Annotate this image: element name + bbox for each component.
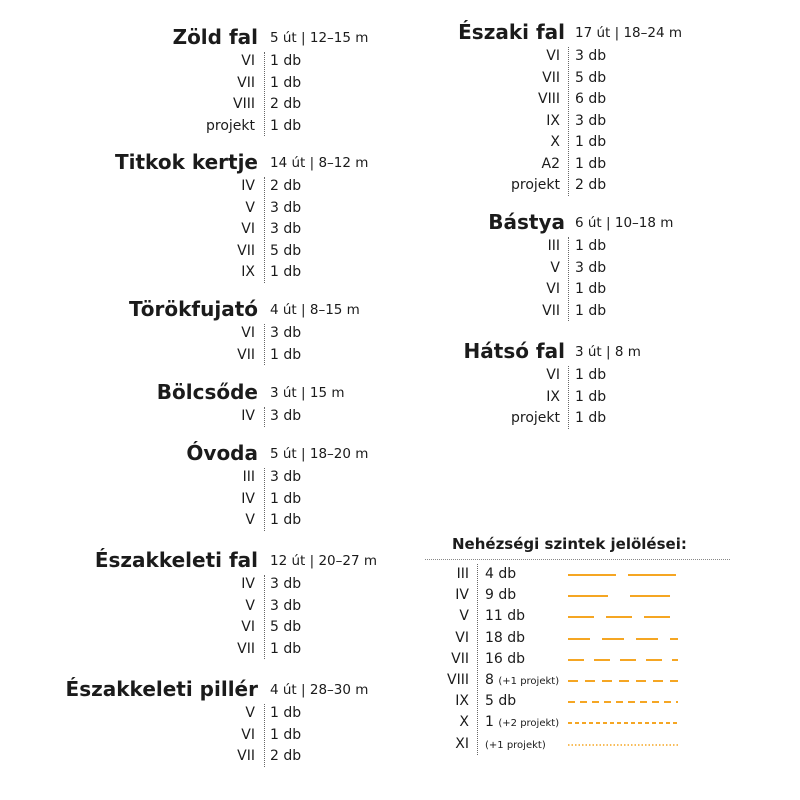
grade-count: 1 db xyxy=(270,512,302,528)
legend-count: 8 xyxy=(485,671,494,688)
legend-grade: VI xyxy=(455,629,469,646)
grade-label: V xyxy=(245,597,255,614)
grade-count: 5 db xyxy=(575,69,607,86)
legend-count: 1 xyxy=(485,714,494,731)
legend-count: 11 db xyxy=(485,608,526,625)
grade-row xyxy=(300,387,740,409)
grade-label: V xyxy=(245,512,255,528)
grade-row xyxy=(300,365,740,387)
sector-name: Északkeleti fal xyxy=(94,548,258,572)
grade-label: IV xyxy=(241,178,255,194)
grade-label: III xyxy=(242,469,255,485)
grade-count: 1 db xyxy=(270,53,302,69)
grade-label: IV xyxy=(241,490,255,507)
grade-count: 1 db xyxy=(270,490,302,507)
sector-ovoda xyxy=(0,440,420,532)
grade-count: 1 db xyxy=(575,238,607,254)
grade-label: projekt xyxy=(511,177,560,193)
grade-label: VII xyxy=(542,302,560,319)
grade-row xyxy=(300,279,740,301)
grade-row xyxy=(0,489,420,511)
grade-label: VII xyxy=(237,748,255,764)
grade-count: 3 db xyxy=(575,259,607,276)
sector-name: Óvoda xyxy=(186,441,258,465)
grade-label: VIII xyxy=(538,91,560,107)
legend-grade: IX xyxy=(455,693,469,710)
sector-meta: 3 út | 8 m xyxy=(575,344,641,360)
legend-row xyxy=(425,712,745,733)
grade-label: V xyxy=(245,199,255,216)
grade-count: 3 db xyxy=(270,597,302,614)
sector-meta: 5 út | 18–20 m xyxy=(270,446,369,462)
grade-count: 2 db xyxy=(270,748,302,764)
grade-label: IX xyxy=(546,388,560,405)
legend-note: (+1 projekt) xyxy=(498,675,560,687)
grade-label: VII xyxy=(542,69,560,86)
grade-row xyxy=(300,68,740,90)
grade-count: 1 db xyxy=(575,388,607,405)
legend-count: 18 db xyxy=(485,629,526,646)
grade-count: 1 db xyxy=(270,705,302,721)
grade-count: 1 db xyxy=(575,302,607,319)
grade-row xyxy=(300,89,740,111)
grade-row xyxy=(0,596,420,618)
grade-label: VI xyxy=(241,619,255,635)
legend-row xyxy=(425,585,745,606)
grade-label: IX xyxy=(546,112,560,129)
legend-count: 9 db xyxy=(485,587,517,604)
legend-note: (+1 projekt) xyxy=(485,739,546,751)
difficulty-legend xyxy=(425,535,745,755)
grade-count: 5 db xyxy=(270,619,302,635)
grade-count: 6 db xyxy=(575,91,607,107)
grade-label: VI xyxy=(241,726,255,743)
legend-line-sample xyxy=(568,722,678,724)
grade-row xyxy=(0,574,420,596)
grade-label: VII xyxy=(237,640,255,657)
legend-divider xyxy=(425,559,730,560)
grade-label: IX xyxy=(241,264,255,280)
legend-line-sample xyxy=(568,616,678,618)
legend-grade: IV xyxy=(455,587,469,604)
grade-label: VII xyxy=(237,74,255,91)
grade-label: IV xyxy=(241,408,255,424)
grade-label: VI xyxy=(546,48,560,64)
legend-grade: VII xyxy=(451,650,469,667)
sector-eszakkeleti-fal xyxy=(0,547,420,660)
legend-row xyxy=(425,628,745,649)
legend-line-sample xyxy=(568,574,678,576)
legend-line-sample xyxy=(568,638,678,640)
grade-count: 2 db xyxy=(270,96,302,112)
grade-row xyxy=(0,639,420,661)
legend-grade: III xyxy=(456,566,469,582)
sector-name: Északi fal xyxy=(458,20,565,44)
sector-meta: 5 út | 12–15 m xyxy=(270,30,369,46)
legend-line-sample xyxy=(568,659,678,661)
grade-label: V xyxy=(245,705,255,721)
grade-count: 2 db xyxy=(270,178,302,194)
legend-note: (+2 projekt) xyxy=(498,718,560,730)
legend-line-sample xyxy=(568,701,678,703)
grade-count: 3 db xyxy=(270,469,302,485)
legend-title: Nehézségi szintek jelölései: xyxy=(452,535,687,553)
grade-row xyxy=(0,746,420,768)
grade-label: VI xyxy=(241,53,255,69)
grade-row xyxy=(0,617,420,639)
legend-row xyxy=(425,564,745,585)
grade-label: IV xyxy=(241,576,255,592)
sector-name: Északkeleti pillér xyxy=(65,677,258,701)
legend-grade: XI xyxy=(455,735,469,752)
grade-count: 1 db xyxy=(270,346,302,363)
legend-count: 4 db xyxy=(485,566,517,582)
sector-name: Bástya xyxy=(488,210,565,234)
sector-meta: 4 út | 28–30 m xyxy=(270,682,369,698)
grade-label: VI xyxy=(546,367,560,383)
legend-line-sample xyxy=(568,744,678,746)
sector-bastya xyxy=(300,209,740,322)
sector-eszakkeleti-piller xyxy=(0,676,420,768)
grade-row xyxy=(0,510,420,532)
grade-row xyxy=(300,301,740,323)
grade-count: 3 db xyxy=(270,221,302,237)
sector-eszaki-fal xyxy=(300,19,740,197)
grade-label: V xyxy=(550,259,560,276)
grade-label: A2 xyxy=(541,155,560,172)
grade-count: 3 db xyxy=(270,408,302,424)
grade-row xyxy=(300,408,740,430)
sector-meta: 4 út | 8–15 m xyxy=(270,302,360,318)
grade-label: VII xyxy=(237,242,255,259)
grade-row xyxy=(300,154,740,176)
grade-count: 2 db xyxy=(575,177,607,193)
grade-row xyxy=(0,703,420,725)
sector-hatso-fal xyxy=(300,338,740,430)
legend-grade: VIII xyxy=(447,671,469,688)
sector-name: Hátsó fal xyxy=(463,339,565,363)
sector-name: Bölcsőde xyxy=(156,380,258,404)
legend-row xyxy=(425,606,745,627)
grade-label: III xyxy=(547,238,560,254)
legend-line-sample xyxy=(568,680,678,682)
legend-grade: V xyxy=(459,608,469,625)
grade-label: VII xyxy=(237,346,255,363)
grade-label: projekt xyxy=(206,117,255,134)
legend-count: 16 db xyxy=(485,650,526,667)
grade-count: 1 db xyxy=(575,367,607,383)
sector-name: Törökfujató xyxy=(128,297,258,321)
grade-label: X xyxy=(550,134,560,150)
legend-row xyxy=(425,691,745,712)
grade-row xyxy=(0,725,420,747)
sector-meta: 6 út | 10–18 m xyxy=(575,215,674,231)
sector-meta: 12 út | 20–27 m xyxy=(270,553,377,569)
sector-meta: 3 út | 15 m xyxy=(270,385,345,401)
grade-row xyxy=(300,175,740,197)
legend-row xyxy=(425,670,745,691)
grade-row xyxy=(300,236,740,258)
grade-count: 3 db xyxy=(270,325,302,341)
grade-count: 3 db xyxy=(575,48,607,64)
grade-count: 1 db xyxy=(575,410,607,426)
grade-label: VI xyxy=(241,221,255,237)
sector-name: Zöld fal xyxy=(172,25,258,49)
grade-label: VI xyxy=(241,325,255,341)
grade-count: 1 db xyxy=(270,640,302,657)
legend-grade: X xyxy=(459,714,469,731)
grade-count: 3 db xyxy=(575,112,607,129)
grade-label: projekt xyxy=(511,410,560,426)
grade-count: 3 db xyxy=(270,576,302,592)
sector-meta: 17 út | 18–24 m xyxy=(575,25,682,41)
legend-row xyxy=(425,734,745,755)
legend-line-sample xyxy=(568,595,678,597)
grade-row xyxy=(300,46,740,68)
grade-count: 1 db xyxy=(270,117,302,134)
grade-label: VIII xyxy=(233,96,255,112)
grade-count: 1 db xyxy=(270,726,302,743)
grade-count: 1 db xyxy=(575,134,607,150)
grade-row xyxy=(300,111,740,133)
grade-count: 3 db xyxy=(270,199,302,216)
grade-row xyxy=(300,132,740,154)
grade-row xyxy=(300,258,740,280)
legend-count: 5 db xyxy=(485,693,517,710)
legend-row xyxy=(425,649,745,670)
grade-count: 1 db xyxy=(575,281,607,297)
grade-count: 1 db xyxy=(575,155,607,172)
sector-meta: 14 út | 8–12 m xyxy=(270,155,369,171)
grade-label: VI xyxy=(546,281,560,297)
grade-count: 1 db xyxy=(270,264,302,280)
grade-row xyxy=(0,467,420,489)
grade-count: 1 db xyxy=(270,74,302,91)
sector-name: Titkok kertje xyxy=(115,150,258,174)
grade-count: 5 db xyxy=(270,242,302,259)
